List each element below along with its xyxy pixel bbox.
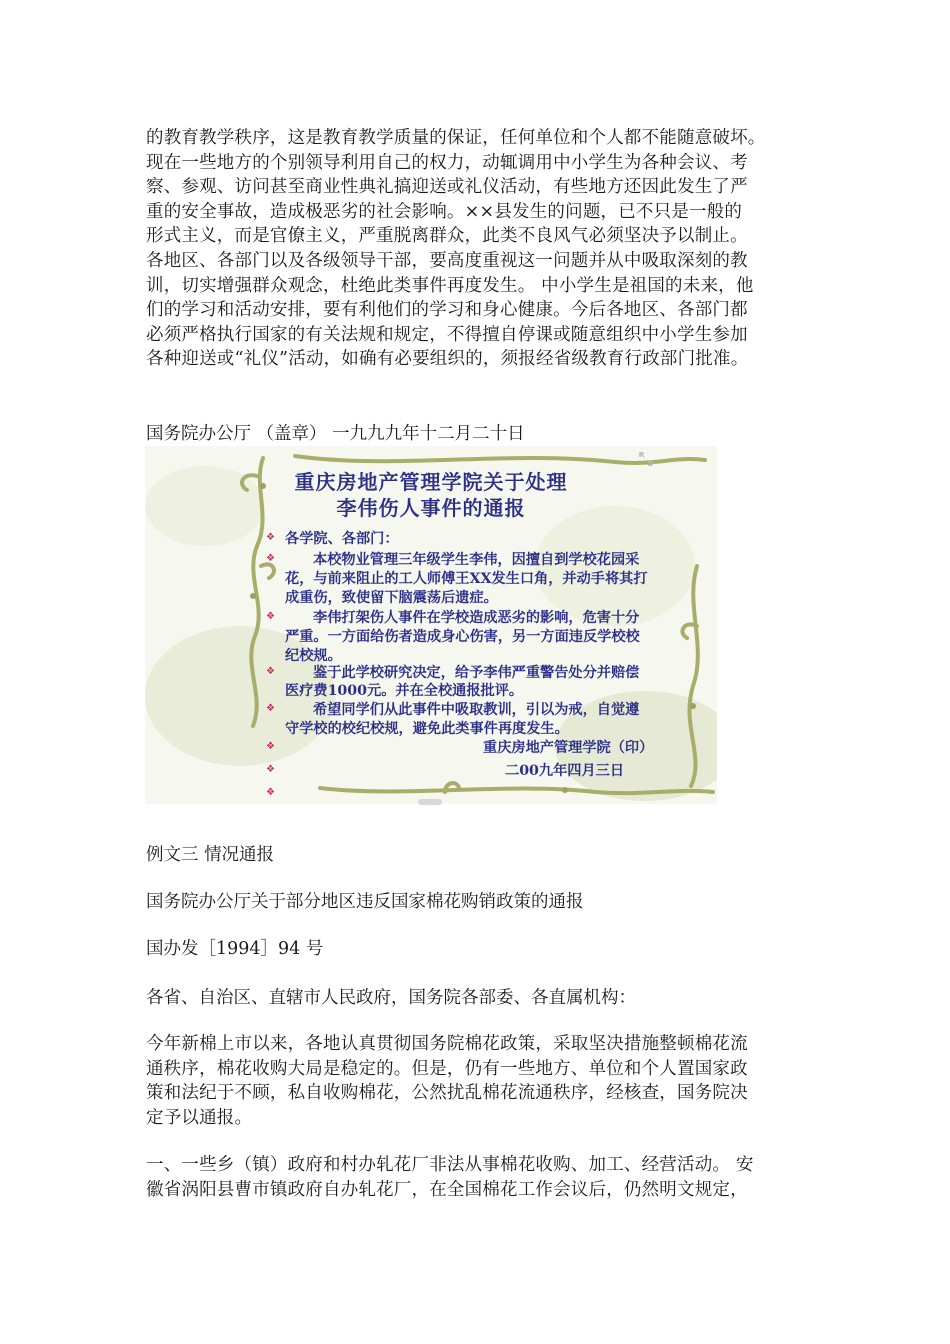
text-line: 现在一些地方的个别领导利用自己的权力，动辄调用中小学生为各种会议、考 xyxy=(146,152,748,173)
slide-body-line: 本校物业管理三年级学生李伟，因擅自到学校花园采 xyxy=(313,552,640,568)
diamond-bullet-icon: ❖ xyxy=(266,553,275,564)
slide-body-line: 花，与前来阻止的工人师傅王XX发生口角，并动手将其打 xyxy=(285,571,648,587)
paragraph-cotton-intro xyxy=(146,1032,808,1130)
text-line: 们的学习和活动安排，要有利他们的学习和身心健康。今后各地区、各部门都 xyxy=(146,300,748,321)
text-line: 训，切实增强群众观念，杜绝此类事件再度发生。 中小学生是祖国的未来，他 xyxy=(146,275,754,296)
diamond-bullet-icon: ❖ xyxy=(266,532,275,543)
text-line: 察、参观、访问甚至商业性典礼搞迎送或礼仪活动，有些地方还因此发生了严 xyxy=(146,177,748,198)
text-line: 一、一些乡（镇）政府和村办轧花厂非法从事棉花收购、加工、经营活动。 安 xyxy=(146,1155,754,1175)
slide-body-line: 守学校的校纪校规，避免此类事件再度发生。 xyxy=(285,721,569,737)
diamond-bullet-icon: ❖ xyxy=(266,764,275,775)
paragraph-education-order xyxy=(146,126,808,372)
slide-date: 二00九年四月三日 xyxy=(505,763,625,779)
slide-body-line: 医疗费1000元。并在全校通报批评。 xyxy=(285,683,524,699)
slide-issuer: 重庆房地产管理学院（印） xyxy=(483,740,654,756)
text-line: 的教育教学秩序，这是教育教学质量的保证，任何单位和个人都不能随意破坏。 xyxy=(146,128,766,148)
example-three-heading: 例文三 情况通报 xyxy=(146,845,275,865)
document-title: 国务院办公厅关于部分地区违反国家棉花购销政策的通报 xyxy=(146,892,584,912)
slide-title-line-1: 重庆房地产管理学院关于处理 xyxy=(294,470,568,494)
diamond-bullet-icon: ❖ xyxy=(266,787,275,798)
text-line: 必须严格执行国家的有关法规和规定，不得擅自停课或随意组织中小学生参加 xyxy=(146,324,748,345)
diamond-bullet-icon: ❖ xyxy=(266,703,275,714)
text-line: 通秩序，棉花收购大局是稳定的。但是，仍有一些地方、单位和个人置国家政 xyxy=(146,1058,748,1079)
slide-title-line-2: 李伟伤人事件的通报 xyxy=(336,496,526,520)
document-number: 国办发［1994］94 号 xyxy=(146,939,324,959)
text-line: 定予以通报。 xyxy=(146,1107,253,1128)
expand-icon[interactable] xyxy=(639,452,653,466)
diamond-bullet-icon: ❖ xyxy=(266,666,275,677)
text-line: 重的安全事故，造成极恶劣的社会影响。××县发生的问题，已不只是一般的 xyxy=(146,201,743,222)
paragraph-cotton-item-one xyxy=(146,1153,808,1202)
text-line: 策和法纪于不顾，私自收购棉花，公然扰乱棉花流通秩序，经核查，国务院决 xyxy=(146,1083,748,1104)
embedded-slide-image xyxy=(145,446,717,804)
text-line: 形式主义，而是官僚主义，严重脱离群众，此类不良风气必须坚决予以制止。 xyxy=(146,226,748,247)
text-line: 今年新棉上市以来，各地认真贯彻国务院棉花政策，采取坚决措施整顿棉花流 xyxy=(146,1034,748,1054)
slide-body-line: 成重伤，致使留下脑震荡后遗症。 xyxy=(285,590,498,606)
text-line: 徽省涡阳县曹市镇政府自办轧花厂，在全国棉花工作会议后，仍然明文规定， xyxy=(146,1179,748,1200)
diamond-bullet-icon: ❖ xyxy=(266,611,275,622)
slide-salutation: 各学院、各部门： xyxy=(285,531,399,547)
slide-body-line: 李伟打架伤人事件在学校造成恶劣的影响，危害十分 xyxy=(313,610,640,626)
slide-body-line: 鉴于此学校研究决定，给予李伟严重警告处分并赔偿 xyxy=(313,665,640,681)
slide-body-line: 纪校规。 xyxy=(285,648,342,664)
slide-body-line: 希望同学们从此事件中吸取教训，引以为戒，自觉遵 xyxy=(313,702,640,718)
recipients-line: 各省、自治区、直辖市人民政府，国务院各部委、各直属机构： xyxy=(146,988,636,1008)
text-line: 各地区、各部门以及各级领导干部，要高度重视这一问题并从中吸取深刻的教 xyxy=(146,250,748,271)
diamond-bullet-icon: ❖ xyxy=(266,741,275,752)
text-line: 各种迎送或“礼仪”活动，如确有必要组织的，须报经省级教育行政部门批准。 xyxy=(146,349,749,370)
slide-body-line: 严重。一方面给伤者造成身心伤害，另一方面违反学校校 xyxy=(285,629,640,645)
image-scroll-indicator[interactable] xyxy=(418,799,442,805)
signature-line: 国务院办公厅 （盖章） 一九九九年十二月二十日 xyxy=(146,424,525,444)
